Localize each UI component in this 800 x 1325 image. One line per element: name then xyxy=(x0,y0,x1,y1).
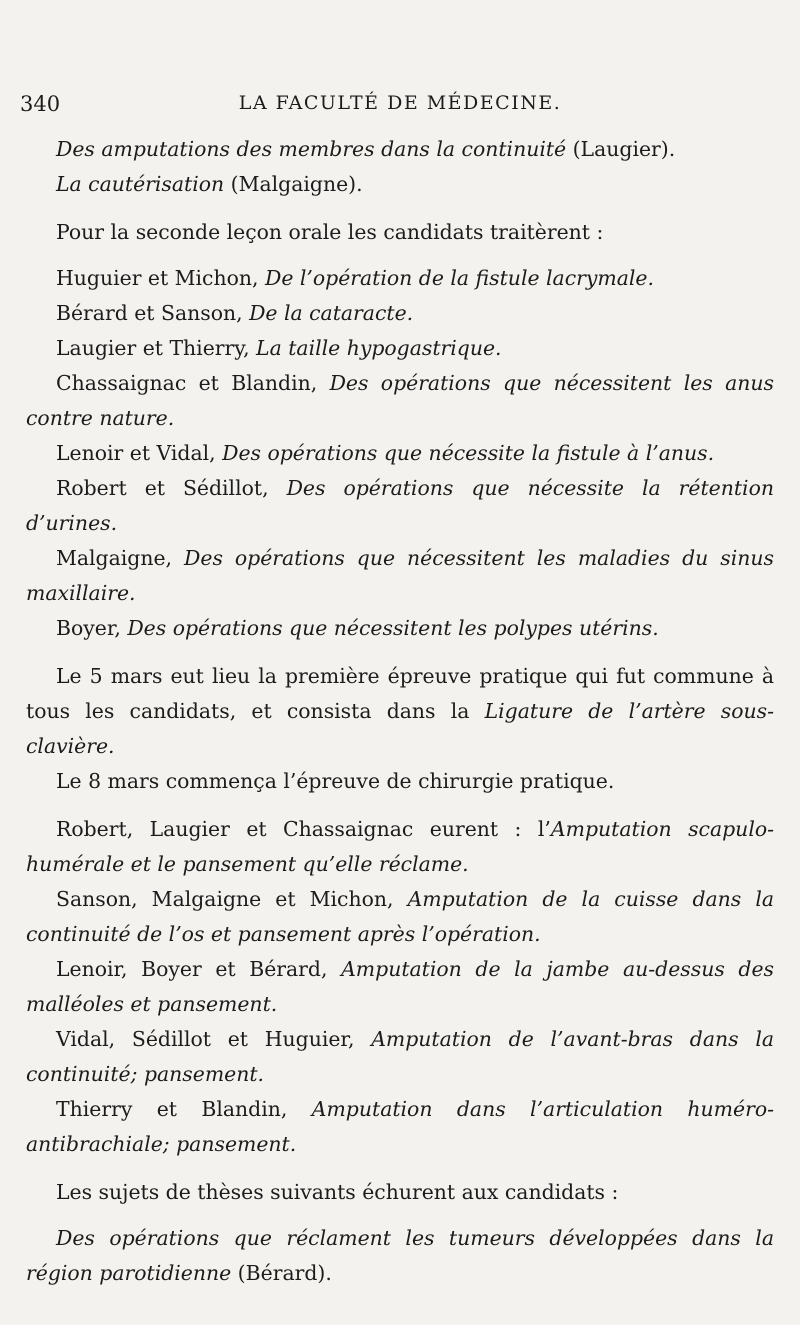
page-header xyxy=(20,92,780,122)
paragraph xyxy=(26,1022,774,1092)
italic-text: De la cataracte. xyxy=(249,301,414,325)
italic-text: Des opérations que nécessitent les anus contre nature. xyxy=(26,371,774,430)
running-title: LA FACULTÉ DE MÉDECINE. xyxy=(238,92,562,114)
paragraph xyxy=(26,215,774,250)
paragraph xyxy=(26,167,774,202)
italic-text: La taille hypogastrique. xyxy=(256,336,502,360)
italic-text: Des amputations des membres dans la continuité xyxy=(56,137,567,161)
page-body xyxy=(26,132,774,1291)
text: (Laugier). xyxy=(566,137,676,161)
paragraph xyxy=(26,541,774,611)
paragraph xyxy=(26,812,774,882)
italic-text: Des opérations que réclament les tumeurs développées dans la région parotidienne xyxy=(26,1226,774,1285)
text: Sanson, Malgaigne et Michon, xyxy=(56,887,408,911)
text: (Malgaigne). xyxy=(224,172,363,196)
text: Chassaignac et Blandin, xyxy=(56,371,330,395)
text: Robert, Laugier et Chassaignac eurent : l’ xyxy=(56,817,551,841)
text: Laugier et Thierry, xyxy=(56,336,257,360)
paragraph xyxy=(26,132,774,167)
paragraph xyxy=(26,331,774,366)
italic-text: Des opérations que nécessite la fistule à l’anus. xyxy=(222,441,715,465)
italic-text: Amputation de la cuisse dans la continuité de l’os et pansement après l’opération. xyxy=(26,887,775,946)
italic-text: Ligature de l’artère sous-clavière. xyxy=(26,699,775,758)
paragraph xyxy=(26,952,774,1022)
text: Le 8 mars commença l’épreuve de chirurgie pratique. xyxy=(56,769,615,793)
italic-text: Des opérations que nécessitent les polypes utérins. xyxy=(127,616,659,640)
italic-text: Des opérations que nécessitent les maladies du sinus maxillaire. xyxy=(26,546,774,605)
italic-text: Des opérations que nécessite la rétention d’urines. xyxy=(26,476,774,535)
italic-text: Amputation de la jambe au-dessus des malléoles et pansement. xyxy=(26,957,774,1016)
text: Le 5 mars eut lieu la première épreuve pratique qui fut commune à tous les candidats, et consista dans la xyxy=(26,664,774,723)
paragraph xyxy=(26,296,774,331)
text: Lenoir et Vidal, xyxy=(56,441,223,465)
paragraph xyxy=(26,1092,774,1162)
paragraph xyxy=(26,261,774,296)
text: Thierry et Blandin, xyxy=(56,1097,312,1121)
paragraph xyxy=(26,882,774,952)
text: Pour la seconde leçon orale les candidats traitèrent : xyxy=(56,220,604,244)
text: Lenoir, Boyer et Bérard, xyxy=(56,957,342,981)
italic-text: Amputation scapulo-humérale et le pansement qu’elle réclame. xyxy=(26,817,775,876)
italic-text: La cautérisation xyxy=(56,172,225,196)
text: Robert et Sédillot, xyxy=(56,476,287,500)
text: Huguier et Michon, xyxy=(56,266,265,290)
page-number: 340 xyxy=(20,92,61,116)
paragraph xyxy=(26,471,774,541)
text: Bérard et Sanson, xyxy=(56,301,250,325)
text: Vidal, Sédillot et Huguier, xyxy=(56,1027,372,1051)
paragraph xyxy=(26,611,774,646)
text: Les sujets de thèses suivants échurent aux candidats : xyxy=(56,1180,619,1204)
paragraph xyxy=(26,1221,774,1291)
paragraph xyxy=(26,1175,774,1210)
italic-text: Amputation de l’avant-bras dans la continuité; pansement. xyxy=(26,1027,774,1086)
paragraph xyxy=(26,659,774,764)
text: Boyer, xyxy=(56,616,128,640)
paragraph xyxy=(26,764,774,799)
paragraph xyxy=(26,366,774,436)
paragraph xyxy=(26,436,774,471)
italic-text: De l’opération de la fistule lacrymale. xyxy=(264,266,654,290)
italic-text: Amputation dans l’articulation huméro-antibrachiale; pansement. xyxy=(26,1097,774,1156)
text: (Bérard). xyxy=(231,1261,332,1285)
text: Malgaigne, xyxy=(56,546,185,570)
